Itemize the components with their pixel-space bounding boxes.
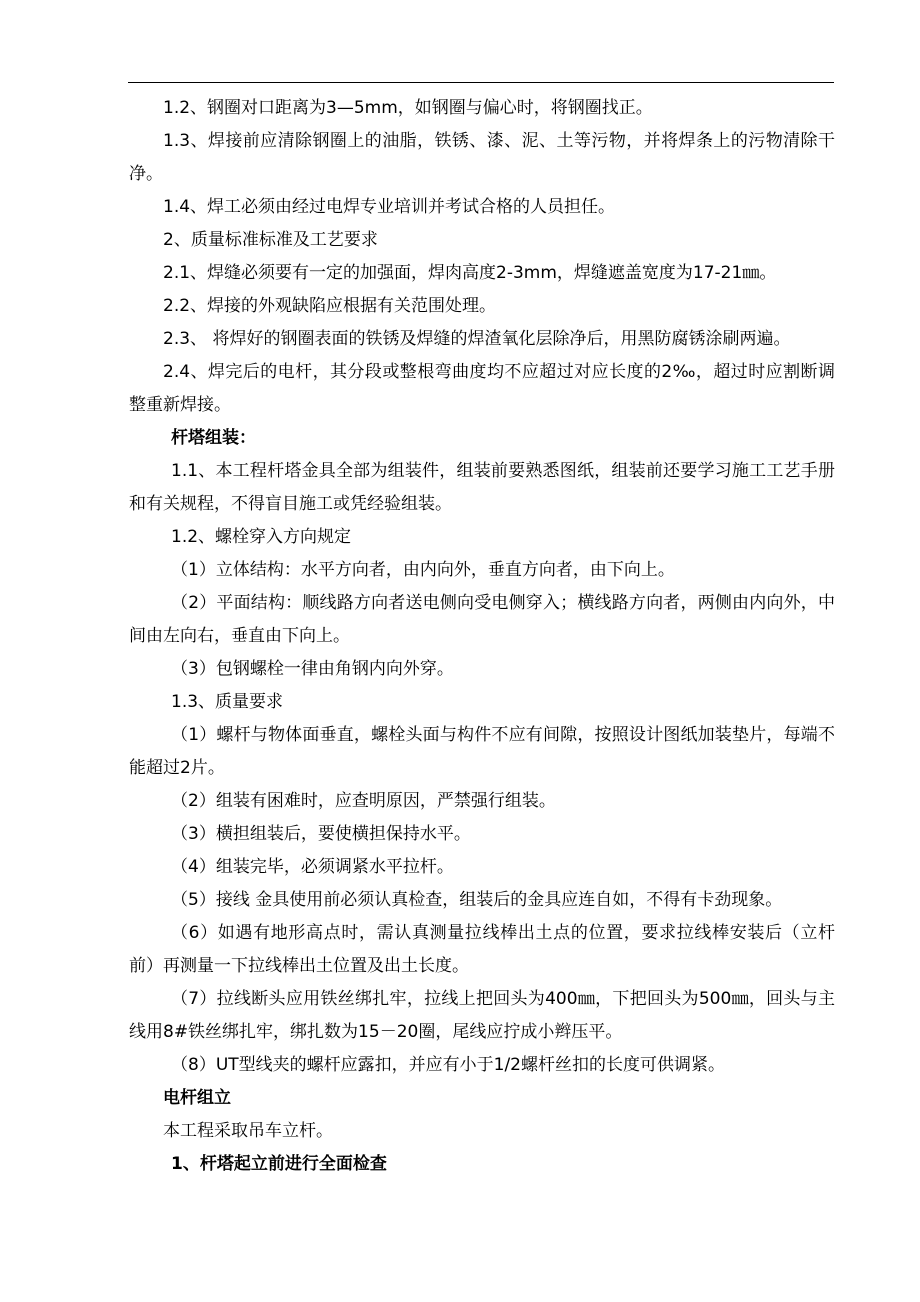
item-quality-8: （8）UT型线夹的螺杆应露扣，并应有小于1/2螺杆丝扣的长度可供调紧。 [171,1055,726,1075]
header-rule [128,82,834,83]
para-1-2: 1.2、钢圈对口距离为3—5mm，如钢圈与偏心时，将钢圈找正。 [163,98,653,118]
para-crane-erection: 本工程采取吊车立杆。 [163,1121,333,1141]
item-quality-1: （1）螺杆与物体面垂直，螺栓头面与构件不应有间隙，按照设计图纸加装垫片，每端不能超过2片。 [129,725,835,778]
item-quality-2: （2）组装有困难时，应查明原因，严禁强行组装。 [171,791,556,811]
item-bolt-1: （1）立体结构：水平方向者，由内向外，垂直方向者，由下向上。 [171,560,675,580]
heading-tower-assembly: 杆塔组装： [171,428,256,448]
item-bolt-2: （2）平面结构：顺线路方向者送电侧向受电侧穿入；横线路方向者，两侧由内向外，中间由左向右，垂直由下向上。 [129,593,835,646]
para-2-2: 2.2、焊接的外观缺陷应根据有关范围处理。 [163,296,497,316]
para-2-4: 2.4、焊完后的电杆，其分段或整根弯曲度均不应超过对应长度的2‰，超过时应割断调整重新焊接。 [129,362,835,415]
para-1-4: 1.4、焊工必须由经过电焊专业培训并考试合格的人员担任。 [163,197,616,217]
para-assembly-1-1: 1.1、本工程杆塔金具全部为组装件，组装前要熟悉图纸，组装前还要学习施工工艺手册和有关规程，不得盲目施工或凭经验组装。 [129,461,835,514]
item-bolt-3: （3）包钢螺栓一律由角钢内向外穿。 [171,659,454,679]
heading-pre-erection-check: 1、杆塔起立前进行全面检查 [171,1154,387,1174]
heading-pole-erection: 电杆组立 [163,1088,231,1108]
para-2-1: 2.1、焊缝必须要有一定的加强面，焊肉高度2-3mm，焊缝遮盖宽度为17-21㎜。 [163,263,777,283]
para-1-3: 1.3、焊接前应清除钢圈上的油脂，铁锈、漆、泥、土等污物，并将焊条上的污物清除干净。 [129,131,835,184]
item-quality-4: （4）组装完毕，必须调紧水平拉杆。 [171,857,454,877]
item-quality-6: （6）如遇有地形高点时，需认真测量拉线棒出土点的位置，要求拉线棒安装后（立杆前）再测量一下拉线棒出土位置及出土长度。 [129,923,835,976]
para-assembly-1-2: 1.2、螺栓穿入方向规定 [171,527,352,547]
para-2-3: 2.3、 将焊好的钢圈表面的铁锈及焊缝的焊渣氧化层除净后，用黑防腐锈涂刷两遍。 [163,329,791,349]
para-assembly-1-3: 1.3、质量要求 [171,692,284,712]
document-body [129,92,835,1181]
item-quality-7: （7）拉线断头应用铁丝绑扎牢，拉线上把回头为400㎜，下把回头为500㎜，回头与主线用8#铁丝绑扎牢，绑扎数为15－20圈，尾线应拧成小辫压平。 [129,989,835,1042]
section-quality-standards: 2、质量标准标准及工艺要求 [163,230,378,250]
item-quality-5: （5）接线 金具使用前必须认真检查，组装后的金具应连自如，不得有卡劲现象。 [171,890,783,910]
item-quality-3: （3）横担组装后，要使横担保持水平。 [171,824,471,844]
